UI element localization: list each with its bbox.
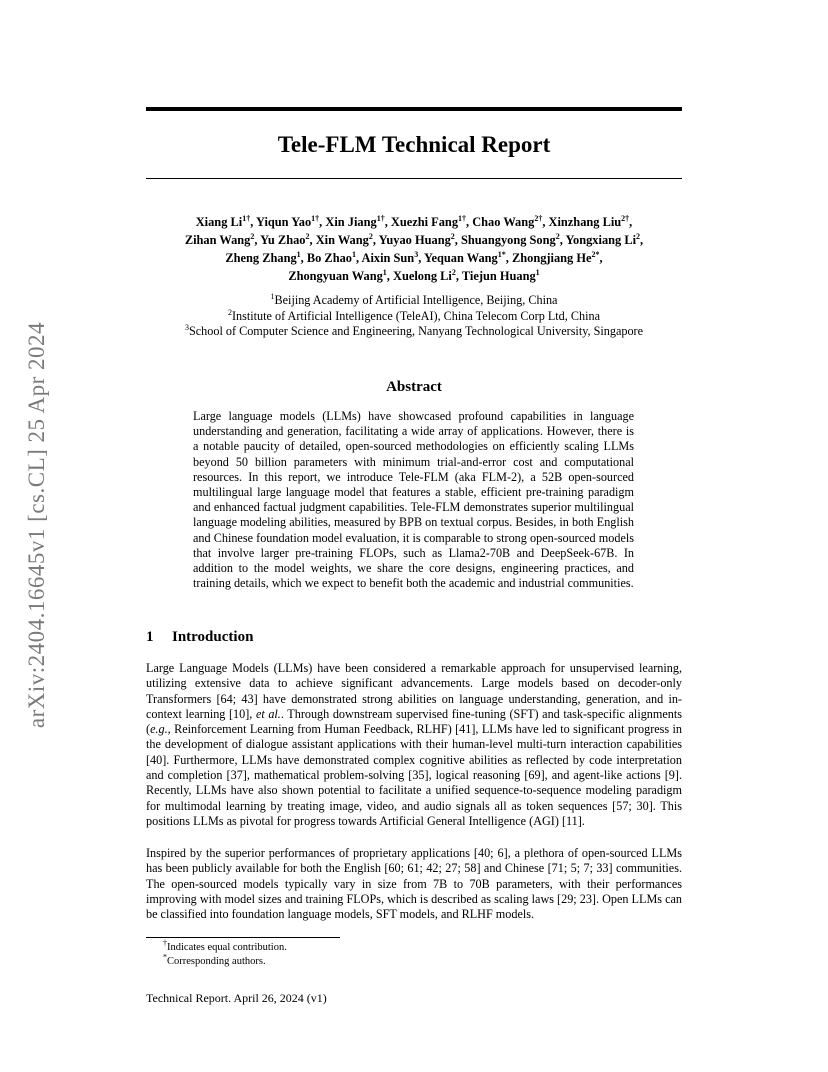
author-name: Zhongyuan Wang$^1$	[288, 267, 387, 283]
intro-paragraph-2: Inspired by the superior performances of proprietary applications [40; 6], a plethora of open-sourced LLMs has been publicly available for both the English [60; 61; 42; 27; 58] and Chinese [71; 5; 7; 33] communities. The open-sourced models typically vary in size from 7B to 70B parameters, with their performances improving with model sizes and training FLOPs, which is described as scaling laws [29; 23]. Open LLMs can be classified into foundation language models, SFT models, and RLHF models.	[146, 846, 682, 922]
author-affiliation-mark: 1	[296, 249, 301, 259]
author-affiliation-mark: 3	[414, 249, 419, 259]
author-name: Aixin Sun$^3$	[361, 249, 419, 265]
title-rule-top	[146, 107, 682, 111]
author-affiliation-mark: 2†	[534, 213, 543, 223]
author-affiliation-mark: 2	[451, 267, 456, 277]
author-name: Tiejun Huang$^1$	[461, 267, 540, 283]
author-name: Xiang $Li^{1\dagger}$	[195, 213, 251, 229]
title-rule-bottom	[146, 178, 682, 179]
author-name: Shuangyong Song$^2$	[461, 231, 560, 247]
author-affiliation-mark: 1†	[376, 213, 385, 223]
section-heading	[146, 628, 253, 646]
footnotes	[163, 938, 287, 969]
footnote-rule	[146, 937, 340, 938]
author-name: Yuyao Huang$^2$	[378, 231, 455, 247]
author-affiliation-mark: 2	[555, 231, 560, 241]
footnote-item: †Indicates equal contribution.	[163, 938, 287, 953]
author-affiliation-mark: 1†	[311, 213, 320, 223]
affiliation-line: $^3$School of Computer Science and Engineering, Nanyang Technological University, Singapore	[184, 322, 644, 338]
affiliation-line: $^1$Beijing Academy of Artificial Intelligence, Beijing, China	[270, 291, 558, 307]
intro-paragraph-1: Large Language Models (LLMs) have been considered a remarkable approach for unsupervised learning, utilizing extensive data to achieve significant advancements. Large models based on decoder-only Transformers [64; 43] have demonstrated strong abilities on language understanding, generation, and in-context learning [10], et al.. Through downstream supervised fine-tuning (SFT) and task-specific alignments (e.g., Reinforcement Learning from Human Feedback, RLHF) [41], LLMs have led to significant progress in the development of dialogue assistant applications with their human-level multi-turn interaction capabilities [40]. Furthermore, LLMs have demonstrated complex cognitive abilities as reflected by code interpretation and completion [37], mathematical problem-solving [35], logical reasoning [69], and agent-like actions [9]. Recently, LLMs have also shown potential to facilitate a unified sequence-to-sequence modeling paradigm for multimodal learning by treating image, video, and audio signals all as token sequences [57; 30]. This positions LLMs as pivotal for progress towards Artificial General Intelligence (AGI) [11].	[146, 661, 683, 828]
author-name: Xuelong Li$^2$	[393, 267, 456, 283]
abstract-heading: Abstract	[386, 379, 442, 395]
author-affiliation-mark: 1	[535, 267, 540, 277]
author-name: Yequan Wang$^{1*}$	[423, 249, 506, 265]
author-name: Zheng Zhang$^1$	[225, 249, 301, 265]
author-affiliation-mark: 2	[636, 231, 641, 241]
footnote-item: *Corresponding authors.	[163, 952, 266, 967]
author-name: Yu Zhao$^2$	[260, 231, 310, 247]
affiliation-list	[146, 293, 682, 340]
author-name: Yiqun Yao$^{1\dagger}$	[255, 213, 320, 229]
abstract-text: Large language models (LLMs) have showcased profound capabilities in language understanding and generation, facilitating a wide array of applications. However, there is a notable paucity of detailed, open-sourced methodologies on efficiently scaling LLMs beyond 50 billion parameters with minimum trial-and-error cost and computational resources. In this report, we introduce Tele-FLM (aka FLM-2), a 52B open-sourced multilingual large language model that features a stable, efficient pre-training paradigm and enhanced factual judgment capabilities. Tele-FLM demonstrates superior multilingual language modeling abilities, measured by BPB on textual corpus. Besides, in both English and Chinese foundation model evaluation, it is comparable to strong open-sourced models that involve larger pre-training FLOPs, such as Llama2-70B and DeepSeek-67B. In addition to the model weights, we share the core designs, engineering practices, and training details, which we expect to benefit both the academic and industrial communities.	[193, 409, 634, 591]
author-affiliation-mark: 1†	[242, 213, 251, 223]
arxiv-stamp: arXiv:2404.16645v1 [cs.CL] 25 Apr 2024	[24, 321, 49, 729]
section-title: Introduction	[172, 629, 254, 645]
author-affiliation-mark: 2†	[621, 213, 630, 223]
author-affiliation-mark: 1†	[458, 213, 467, 223]
author-affiliation-mark: 2	[250, 231, 255, 241]
affiliation-line: $^2$Institute of Artificial Intelligence (TeleAI), China Telecom Corp Ltd, China	[228, 307, 600, 323]
author-affiliation-mark: 1	[382, 267, 387, 277]
author-affiliation-mark: 2	[450, 231, 455, 241]
author-name: Xin Jiang$^{1\dagger}$	[325, 213, 385, 229]
page-footer: Technical Report. April 26, 2024 (v1)	[146, 991, 327, 1005]
author-name: Xuezhi Fang$^{1\dagger}$	[390, 213, 467, 229]
author-name: Xin Wang$^2$	[315, 231, 373, 247]
author-affiliation-mark: 2	[368, 231, 373, 241]
paper-title: Tele-FLM Technical Report	[277, 132, 551, 157]
author-affiliation-mark: 1*	[497, 249, 506, 259]
author-affiliation-mark: 2*	[591, 249, 600, 259]
author-name: Zhongjiang $He^{2*}$	[511, 249, 600, 265]
author-list: Xiang $Li^{1\dagger}$, Yiqun Yao$^{1\dagger}$, Xin Jiang$^{1\dagger}$, Xuezhi Fang$^{1\dagger}$, Chao Wang$^{2\dagger}$, Xinzhang Liu$^{2\dagger}$, Zihan Wang$^2$, Yu Zhao$^2$, Xin Wang$^2$, Yuyao Huang$^2$, Shuangyong Song$^2$, Yongxiang Li$^2$, Zheng Zhang$^1$, Bo Zhao$^1$, Aixin Sun$^3$, Yequan Wang$^{1*}$, Zhongjiang $He^{2*}$, Zhongyuan Wang$^1$, Xuelong Li$^2$, Tiejun Huang$^1$	[184, 213, 644, 283]
author-name: Xinzhang Liu$^{2\dagger}$	[548, 213, 630, 229]
author-name: Bo Zhao$^1$	[306, 249, 356, 265]
section-number: 1	[146, 629, 154, 645]
author-name: Zihan Wang$^2$	[184, 231, 255, 247]
author-affiliation-mark: 2	[305, 231, 310, 241]
author-name: Chao Wang$^{2\dagger}$	[472, 213, 543, 229]
author-name: Yongxiang Li$^2$	[565, 231, 641, 247]
author-affiliation-mark: 1	[351, 249, 356, 259]
